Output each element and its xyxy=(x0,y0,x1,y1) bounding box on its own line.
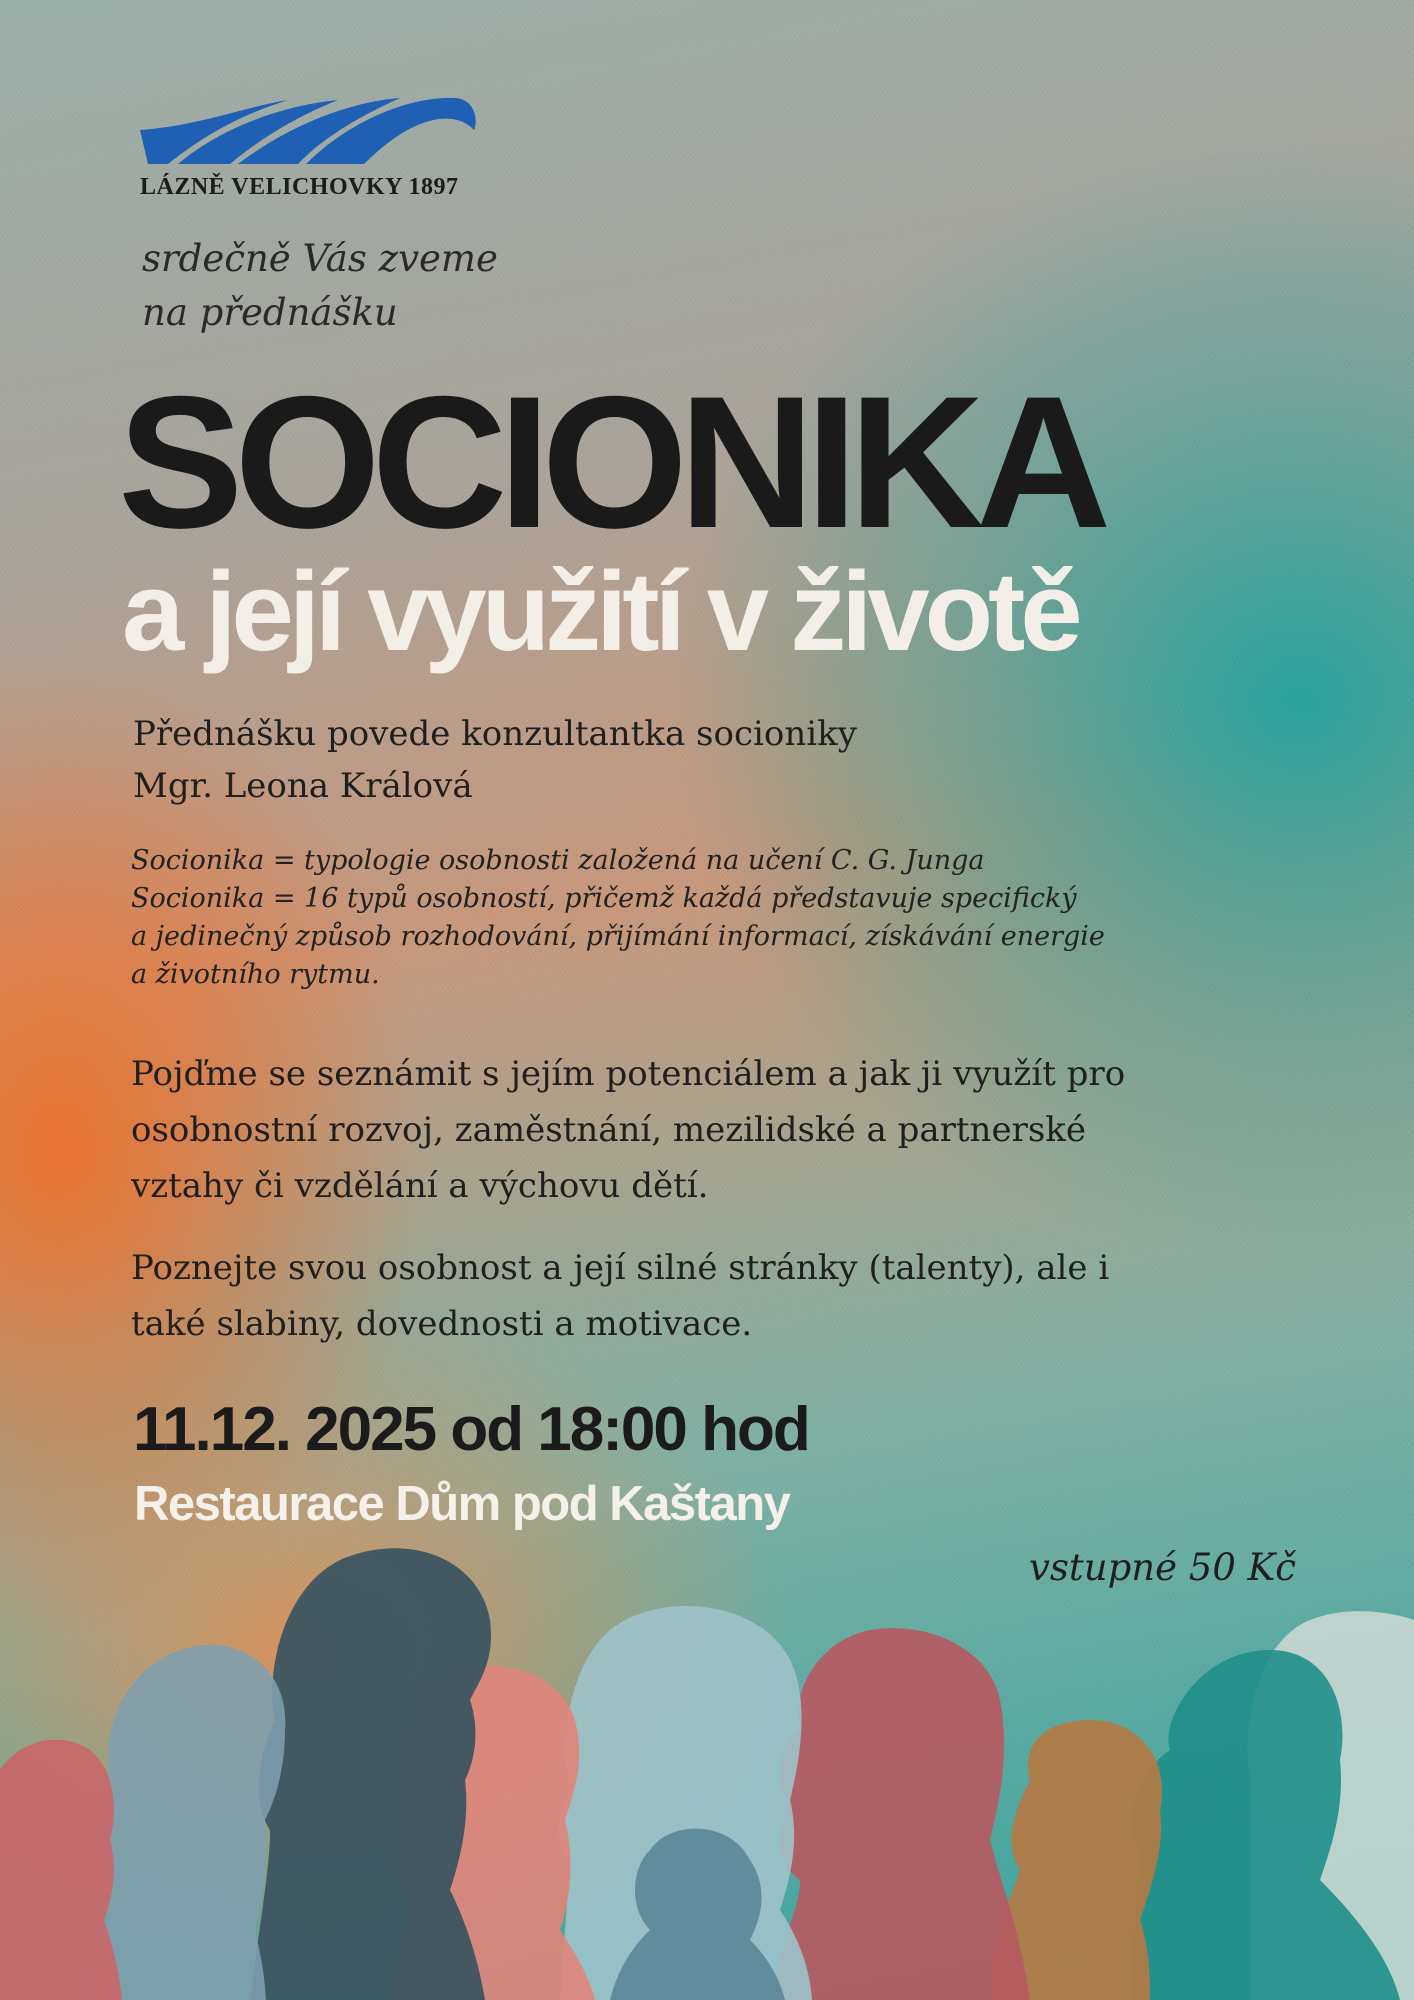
poster-subtitle: a její využití v životě xyxy=(122,549,1078,674)
lecturer-name: Mgr. Leona Králová xyxy=(133,766,473,806)
silhouette xyxy=(250,1548,491,2000)
people-silhouettes-icon xyxy=(0,1520,1414,2000)
invitation-text xyxy=(142,232,498,340)
paragraph-line: osobnostní rozvoj, zaměstnání, mezilidské a partnerské xyxy=(131,1110,1087,1150)
paragraph-line: také slabiny, dovednosti a motivace. xyxy=(131,1304,753,1344)
logo-wordmark: LÁZNĚ VELICHOVKY 1897 xyxy=(140,174,459,200)
definition-line: Socionika = 16 typů osobností, přičemž každá představuje specifický xyxy=(131,883,1077,914)
spa-logo xyxy=(138,92,478,204)
event-datetime: 11.12. 2025 od 18:00 hod xyxy=(133,1395,809,1464)
paragraph-line: Pojďme se seznámit s jejím potenciálem a jak ji využít pro xyxy=(131,1054,1126,1094)
event-venue: Restaurace Dům pod Kaštany xyxy=(134,1477,790,1531)
invitation-line: na přednášku xyxy=(142,291,398,334)
definitions-block xyxy=(131,842,1105,994)
paragraph-line: Poznejte svou osobnost a její silné stránky (talenty), ale i xyxy=(131,1248,1110,1288)
definition-line: a jedinečný způsob rozhodování, přijímání informací, získávání energie xyxy=(131,921,1105,952)
intro-paragraph xyxy=(131,1046,1125,1214)
paragraph-line: vztahy či vzdělání a výchovu dětí. xyxy=(131,1166,709,1206)
silhouette xyxy=(0,1740,122,2000)
poster-title: SOCIONIKA xyxy=(118,357,1103,567)
silhouette xyxy=(90,1645,285,2000)
admission-fee: vstupné 50 Kč xyxy=(1029,1546,1296,1589)
wave-arches-icon xyxy=(138,92,478,172)
definition-line: Socionika = typologie osobnosti založená na učení C. G. Junga xyxy=(131,845,985,876)
lecturer-info xyxy=(133,708,857,812)
definition-line: a životního rytmu. xyxy=(131,959,380,990)
silhouette xyxy=(770,1628,1030,2000)
lecturer-line: Přednášku povede konzultantka socioniky xyxy=(133,714,857,754)
invitation-line: srdečně Vás zveme xyxy=(142,237,498,280)
benefits-paragraph xyxy=(131,1240,1109,1352)
